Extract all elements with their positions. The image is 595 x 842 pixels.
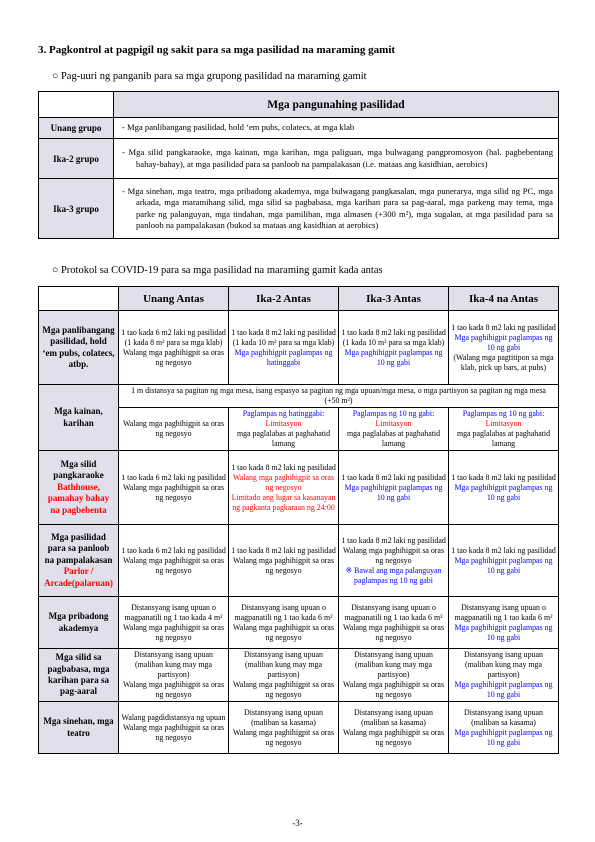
table-cell: Distansyang isang upuan (maliban sa kasama) Walang mga paghihigpit sa oras ng negosyo <box>339 702 449 754</box>
table-cell: Distansyang isang upuan o magpanatili ng 1 tao kada 6 m² Mga paghihigpit paglampas ng 10 ng gabi <box>449 597 559 649</box>
row-heading: Mga kainan, karihan <box>39 385 119 451</box>
section-heading: 3. Pagkontrol at pagpigil ng sakit para sa mga pasilidad na maraming gamit <box>38 44 396 56</box>
risk-classification-table <box>38 91 559 239</box>
table-cell: 1 tao kada 8 m2 laki ng pasilidad Mga paghihigpit paglampas ng 10 ng gabi <box>339 451 449 525</box>
table-cell: 1 tao kada 6 m2 laki ng pasilidad (1 kada 8 m² para sa mga klab) Walang mga paghihigpit sa oras ng negosyo <box>119 311 229 385</box>
table-corner <box>39 287 119 311</box>
table-cell: 1 tao kada 8 m2 laki ng pasilidad Mga paghihigpit paglampas ng 10 ng gabi <box>449 451 559 525</box>
table-cell: Distansyang isang upuan (maliban kung may mga partisyon) Mga paghihigpit paglampas ng 10 ng gabi <box>449 649 559 702</box>
page-number: -3- <box>292 818 303 828</box>
level-header: Ika-4 na Antas <box>449 287 559 311</box>
row-heading: Mga sinehan, mga teatro <box>39 702 119 754</box>
table-corner <box>39 92 114 118</box>
table-cell: 1 tao kada 6 m2 laki ng pasilidad Walang mga paghihigpit sa oras ng negosyo <box>119 525 229 597</box>
table-cell: 1 tao kada 8 m2 laki ng pasilidad (1 kada 10 m² para sa mga klab) Mga paghihigpit paglampas ng hatinggabi <box>229 311 339 385</box>
table-cell: Distansyang isang upuan (maliban kung may mga partisyon) Walang mga paghihigpit sa oras ng negosyo <box>119 649 229 702</box>
table-cell: Distansyang isang upuan (maliban sa kasama) Mga paghihigpit paglampas ng 10 ng gabi <box>449 702 559 754</box>
group-description: - Mga sinehan, mga teatro, mga pribadong akademya, mga bulwagang pangkasalan, mga punerarya, mga silid ng PC, mga arkada, mga maramihang silid, mga silid sa pagbabasa, mga karihan para sa pag-aaral, mga parkeng may tema, mga parke ng palanguyan, mga tindahan, mga pamilihan, mga almasen (+300 m²), mga sugalan, at mga pasilidad para sa panloob na pampalakasan (bukod sa mataas ang kasidhian at aerobics) <box>114 179 559 239</box>
table-cell: Distansyang isang upuan o magpanatili ng 1 tao kada 4 m² Walang mga paghihigpit sa oras ng negosyo <box>119 597 229 649</box>
table-cell: 1 tao kada 8 m2 laki ng pasilidad Walang mga paghihigpit sa oras ng negosyo <box>229 525 339 597</box>
level-header: Ika-2 Antas <box>229 287 339 311</box>
row-heading: Mga silid pangkaraoke Bathhouse, pamahay bahay na pagbebenta <box>39 451 119 525</box>
row-heading: Mga pasilidad para sa panloob na pampalakasan Parlor / Arcade(palaruan) <box>39 525 119 597</box>
row-heading: Mga pribadong akademya <box>39 597 119 649</box>
table-cell: Paglampas ng hatinggabi: Limitasyon mga paglalabas at paghahatid lamang <box>229 408 339 451</box>
table-cell: 1 m distansya sa pagitan ng mga mesa, isang espasyo sa pagitan ng mga upuan/mga mesa, o mga partisyon sa pagitan ng mga mesa (+50 m²) <box>119 385 559 408</box>
table-cell: Distansyang isang upuan (maliban kung may mga partisyon) Walang mga paghihigpit sa oras ng negosyo <box>339 649 449 702</box>
table-cell: Distansyang isang upuan o magpanatili ng 1 tao kada 6 m² Walang mga paghihigpit sa oras ng negosyo <box>229 597 339 649</box>
table-cell: Paglampas ng 10 ng gabi: Limitasyon mga paglalabas at paghahatid lamang <box>449 408 559 451</box>
protocol-table <box>38 286 559 754</box>
table-cell: 1 tao kada 8 m2 laki ng pasilidad Walang mga paghihigpit sa oras ng negosyo ※ Bawal ang mga palanguyan paglampas ng 10 ng gabi <box>339 525 449 597</box>
table-cell: Distansyang isang upuan o magpanatili ng 1 tao kada 6 m² Walang mga paghihigpit sa oras ng negosyo <box>339 597 449 649</box>
group-label: Unang grupo <box>39 118 114 139</box>
table-cell: 1 tao kada 8 m2 laki ng pasilidad Walang mga paghihigpit sa oras ng negosyo Limitado ang lugar sa kasanayan ng pagkanta pagkaraan ng 24:00 <box>229 451 339 525</box>
table-cell: Walang mga paghihigpit sa oras ng negosyo <box>119 408 229 451</box>
risk-classification-subheading: ○ Pag-uuri ng panganib para sa mga grupong pasilidad na maraming gamit <box>52 71 367 82</box>
table-cell: Walang pagdidistansya ng upuan Walang mga paghihigpit sa oras ng negosyo <box>119 702 229 754</box>
group-label: Ika-3 grupo <box>39 179 114 239</box>
group-label: Ika-2 grupo <box>39 139 114 179</box>
table-cell: 1 tao kada 8 m2 laki ng pasilidad Mga paghihigpit paglampas ng 10 ng gabi <box>449 525 559 597</box>
table-cell: Distansyang isang upuan (maliban kung may mga partisyon) Walang mga paghihigpit sa oras ng negosyo <box>229 649 339 702</box>
table-cell: 1 tao kada 8 m2 laki ng pasilidad (1 kada 10 m² para sa mga klab) Mga paghihigpit paglampas ng 10 ng gabi <box>339 311 449 385</box>
group-description: - Mga panlibangang pasilidad, hold ‘em pubs, colatecs, at mga klab <box>114 118 559 139</box>
table-cell: 1 tao kada 6 m2 laki ng pasilidad Walang mga paghihigpit sa oras ng negosyo <box>119 451 229 525</box>
table-cell: Paglampas ng 10 ng gabi: Limitasyon mga paglalabas at paghahatid lamang <box>339 408 449 451</box>
protocol-subheading: ○ Protokol sa COVID-19 para sa mga pasilidad na maraming gamit kada antas <box>52 265 383 276</box>
table-header: Mga pangunahing pasilidad <box>114 92 559 118</box>
level-header: Unang Antas <box>119 287 229 311</box>
row-heading: Mga silid sa pagbabasa, mga karihan para sa pag-aaral <box>39 649 119 702</box>
table-cell: 1 tao kada 8 m2 laki ng pasilidad Mga paghihigpit paglampas ng 10 ng gabi (Walang mga pagtitipon sa mga klab, pick up bars, at pubs) <box>449 311 559 385</box>
table-cell: Distansyang isang upuan (maliban sa kasama) Walang mga paghihigpit sa oras ng negosyo <box>229 702 339 754</box>
row-heading: Mga panlibangang pasilidad, hold ‘em pubs, colatecs, atbp. <box>39 311 119 385</box>
group-description: - Mga silid pangkaraoke, mga kainan, mga karihan, mga paliguan, mga bulwagang pangpromosyon (hal. pagbebentang bahay-bahay), at mga pasilidad para sa panloob na pampalakasan (i.e. mataas ang kasidhian, aerobics) <box>114 139 559 179</box>
level-header: Ika-3 Antas <box>339 287 449 311</box>
